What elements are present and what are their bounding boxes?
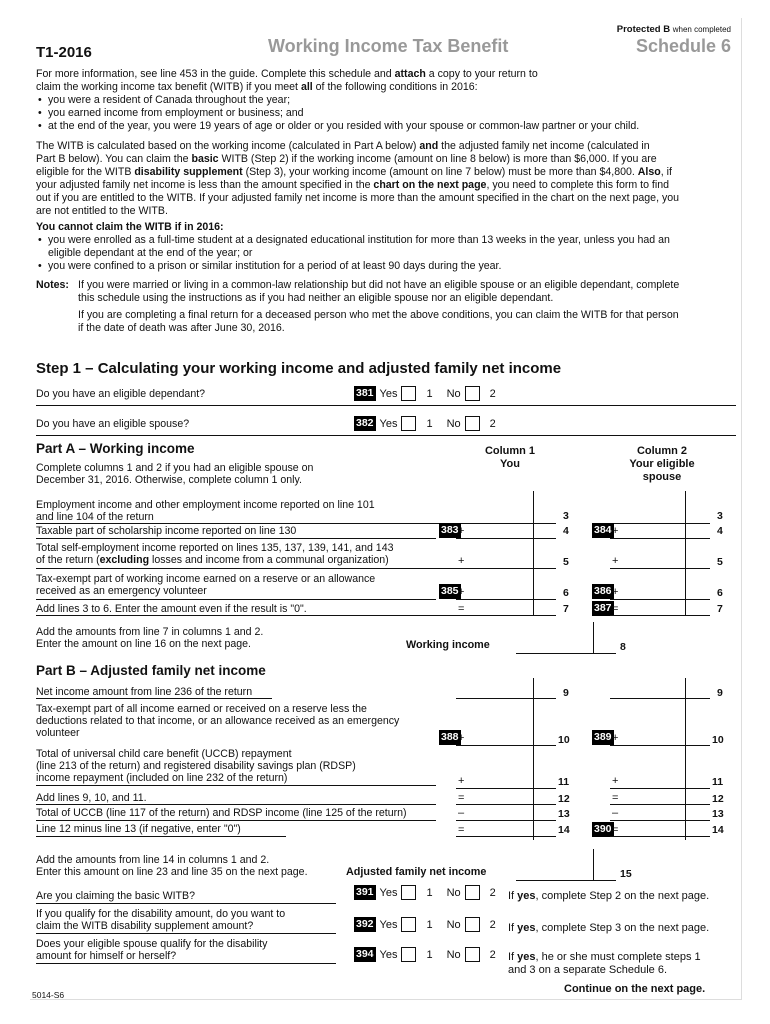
line-code: 387 [594, 602, 612, 614]
dependant-yes-checkbox[interactable] [401, 386, 416, 401]
line11-label: Total of universal child care benefit (UCCB) repayment (line 213 of the return) and registered disability savings plan (RDSP) income repayment (included on line 232 of the return) [36, 748, 356, 784]
page-title: Working Income Tax Benefit [268, 36, 509, 56]
protected-label: Protected B when completed [616, 24, 731, 35]
partB-heading: Part B – Adjusted family net income [36, 663, 266, 678]
basic-witb-question: Are you claiming the basic WITB? [36, 890, 195, 902]
spouse-no-checkbox[interactable] [465, 416, 480, 431]
line15-label: Add the amounts from line 14 in columns 1 and 2. Enter this amount on line 23 and line 35 on the next page. [36, 854, 308, 878]
list-item: • you were confined to a prison or similar institution for a period of at least 90 days during the year. [36, 260, 736, 273]
line6-label: Tax-exempt part of working income earned on a reserve or an allowance received as an emergency volunteer [36, 573, 376, 597]
disability-no-checkbox[interactable] [465, 917, 480, 932]
eligible-dependant-question: Do you have an eligible dependant? 381 Yes 1 No 2 [36, 388, 736, 406]
working-income-field[interactable] [516, 653, 616, 654]
list-item: • you were a resident of Canada throughout the year; [36, 94, 736, 107]
line13-col2-field[interactable] [610, 820, 710, 821]
line-code: 385 [441, 585, 459, 597]
line3-label: Employment income and other employment income reported on line 101 and line 104 of the return [36, 499, 375, 523]
line12-col1-field[interactable] [456, 804, 556, 805]
line-code: 389 [594, 731, 612, 743]
line-code: 394 [356, 948, 374, 960]
disability-yes-checkbox[interactable] [401, 917, 416, 932]
line10-col1-field[interactable] [456, 745, 556, 746]
spouse-disability-question: Does your eligible spouse qualify for the disability amount for himself or herself? [36, 938, 268, 962]
continue-label: Continue on the next page. [564, 983, 706, 995]
line-code: 381 [356, 387, 374, 399]
line13-col1-field[interactable] [456, 820, 556, 821]
line-code: 382 [356, 417, 374, 429]
line10-label: Tax-exempt part of all income earned or received on a reserve less the deductions related to that income, or an allowance received as an emergency volunteer [36, 703, 400, 739]
line9-col2-field[interactable] [610, 698, 710, 699]
line5-label: Total self-employment income reported on lines 135, 137, 139, 141, and 143 of the return (excluding losses and income from a communal organization) [36, 542, 394, 566]
line14-label: Line 12 minus line 13 (if negative, enter "0") [36, 823, 241, 835]
line7-col1-field[interactable] [456, 615, 556, 616]
line4-label: Taxable part of scholarship income reported on line 130 [36, 525, 297, 537]
line-code: 391 [356, 886, 374, 898]
line14-col2-field[interactable] [610, 836, 710, 837]
column1-header: Column 1 You [484, 445, 536, 470]
line7-col2-field[interactable] [610, 615, 710, 616]
adjusted-income-label: Adjusted family net income [346, 866, 487, 878]
column2-header: Column 2 Your eligible spouse [629, 445, 695, 483]
line3-col2-field[interactable] [610, 523, 710, 524]
eligible-spouse-question: Do you have an eligible spouse? 382 Yes 1 No 2 [36, 418, 736, 436]
line7-label: Add lines 3 to 6. Enter the amount even if the result is "0". [36, 603, 307, 615]
list-item: • you were enrolled as a full-time student at a designated educational institution for more than 13 weeks in the year, unless you had an eligible dependant at the end of the year; or [36, 234, 736, 260]
line10-col2-field[interactable] [610, 745, 710, 746]
line12-label: Add lines 9, 10, and 11. [36, 792, 147, 804]
spouse-disability-no-checkbox[interactable] [465, 947, 480, 962]
line9-col1-field[interactable] [456, 698, 556, 699]
line-code: 386 [594, 585, 612, 597]
line-code: 384 [594, 524, 612, 536]
line13-label: Total of UCCB (line 117 of the return) and RDSP income (line 125 of the return) [36, 807, 407, 819]
partA-instructions: Complete columns 1 and 2 if you had an eligible spouse on December 31, 2016. Otherwise, complete column 1 only. [36, 462, 314, 486]
spouse-disability-note: If yes, he or she must complete steps 1 and 3 on a separate Schedule 6. [508, 951, 701, 976]
line11-col1-field[interactable] [456, 788, 556, 789]
line4-col2-field[interactable] [610, 538, 710, 539]
line5-col2-field[interactable] [610, 568, 710, 569]
step1-heading: Step 1 – Calculating your working income and adjusted family net income [36, 360, 562, 377]
line-code: 392 [356, 918, 374, 930]
line-code: 388 [441, 731, 459, 743]
basic-witb-yes-checkbox[interactable] [401, 885, 416, 900]
form-number: T1-2016 [36, 44, 92, 61]
list-item: • at the end of the year, you were 19 years of age or older or you resided with your spouse or common-law partner or your child. [36, 120, 736, 133]
line3-col1-field[interactable] [456, 523, 556, 524]
line14-col1-field[interactable] [456, 836, 556, 837]
line4-col1-field[interactable] [456, 538, 556, 539]
basic-witb-no-checkbox[interactable] [465, 885, 480, 900]
conditions-list [36, 94, 736, 133]
line5-col1-field[interactable] [456, 568, 556, 569]
working-income-label: Working income [406, 639, 490, 651]
intro-section: For more information, see line 453 in the guide. Complete this schedule and attach a copy to your return to claim the working income tax benefit (WITB) if you meet all of the following conditions in 2016: • you were a resident of Canada throughout the year; • you earned income from employment or business; and • at the end of the year, you were 19 years of age or older or you resided with your spouse or common-law partner or your child. The WITB is calculated based on the working income (calculated in Part A below) and the adjusted family net income (calculated in Part B below). You can claim the basic WITB (Step 2) if the working income (amount on line 8 below) is more than $6,000. If you are eligible for the WITB disability supplement (Step 3), your working income (amount on line 7 below) must be more than $4,800. Also, if your adjusted family net income is less than the amount specified in the chart on the next page, you need to complete this form to find out if you are entitled to the WITB. If your adjusted family net income is more than the amount specified in the chart on the next page, you are not entitled to the WITB. You cannot claim the WITB if in 2016: • you were enrolled as a full-time student at a designated educational institution for more than 13 weeks in the year, unless you had an eligible dependant at the end of the year; or • you were confined to a prison or similar institution for a period of at least 90 days during the year. Notes: If you were married or living in a common-law relationship but did not have an eligible spouse or an eligible dependant, complete this schedule using the instructions as if you had neither an eligible spouse nor an eligible dependant. If you are completing a final return for a deceased person who met the above conditions, you can claim the WITB for that person if the date of death was after June 30, 2016. [36, 68, 736, 335]
line12-col2-field[interactable] [610, 804, 710, 805]
line6-col1-field[interactable] [456, 599, 556, 600]
spouse-disability-yes-checkbox[interactable] [401, 947, 416, 962]
disability-note: If yes, complete Step 3 on the next page. [508, 922, 710, 934]
line9-label: Net income amount from line 236 of the return [36, 686, 253, 698]
disability-supplement-question: If you qualify for the disability amount, do you want to claim the WITB disability supplement amount? [36, 908, 286, 932]
schedule-label: Schedule 6 [635, 36, 731, 56]
partA-heading: Part A – Working income [36, 441, 195, 456]
notes: Notes: If you were married or living in a common-law relationship but did not have an eligible spouse or an eligible dependant, complete this schedule using the instructions as if you had neither an eligible spouse nor an eligible dependant. If you are completing a final return for a deceased person who met the above conditions, you can claim the WITB for that person if the date of death was after June 30, 2016. [36, 279, 680, 334]
line11-col2-field[interactable] [610, 788, 710, 789]
basic-witb-note: If yes, complete Step 2 on the next page. [508, 890, 710, 902]
spouse-yes-checkbox[interactable] [401, 416, 416, 431]
cannot-claim-heading: You cannot claim the WITB if in 2016: [36, 221, 224, 233]
form-code: 5014-S6 [32, 990, 65, 1000]
list-item: • you earned income from employment or business; and [36, 107, 736, 120]
line-code: 390 [594, 823, 612, 835]
adjusted-income-field[interactable] [516, 880, 616, 881]
line8-label: Add the amounts from line 7 in columns 1 and 2. Enter the amount on line 16 on the next page. [36, 626, 264, 650]
dependant-no-checkbox[interactable] [465, 386, 480, 401]
form-page: Protected B when completed T1-2016 Working Income Tax Benefit Schedule 6 For more information, see line 453 in the guide. Complete this schedule and attach a copy to your return to claim the working income tax benefit (WITB) if you meet all of the following conditions in 2016: • you were a resident of Canada throughout the year; • you earned income from employment or business; and • at the end of the year, you were 19 years of age or older or you resided with your spouse or common-law partner or your child. The WITB is calculated based on the working income (calculated in Part A below) and the adjusted family net income (calculated in Part B below). You can claim the basic WITB (Step 2) if the working income (amount on line 8 below) is more than $6,000. If you are eligible for the WITB disability supplement (Step 3), your working income (amount on line 7 below) must be more than $4,800. Also, if your adjusted family net income is less than the amount specified in the chart on the next page, you need to complete this form to find out if you are entitled to the WITB. If your adjusted family net income is more than the amount specified in the chart on the next page, you are not entitled to the WITB. You cannot claim the WITB if in 2016: • you were enrolled as a full-time student at a designated educational institution for more than 13 weeks in the year, unless you had an eligible dependant at the end of the year; or • you were confined to a prison or similar institution for a period of at least 90 days during the year. Notes: If you were married or living in a common-law relationship but did not have an eligible spouse or an eligible dependant, complete this schedule using the instructions as if you had neither an eligible spouse nor an eligible dependant. If you are completing a final return for a deceased person who met the above conditions, you can claim the WITB for that person if the date of death was after June 30, 2016. Step 1 – Calculating your working income and adjusted family net income Do you have an eligible dependant? 381 Yes 1 No 2 Do you have an eligible spouse? 382 Yes 1 No 2 Part A – Working income Column 1 You Column 2 Your eligible spouse Complete columns 1 and 2 if you had an eligible spouse on December 31, 2016. Otherwise, complete column 1 only. Employment income and other employment income reported on line 101 and line 104 of the return 3 3 Taxable part of scholarship income reported on line 130 383 + 4 384 + 4 Total self-employment income reported on lines 135, 137, 139, 141, and 143 of the return (excluding losses and income from a communal organization) + 5 + 5 Tax-exempt part of working income earned on a reserve or an allowance received as an emergency volunteer 385 + 6 386 + 6 Add lines 3 to 6. Enter the amount even if the result is "0". = 7 387 = 7 Add the amounts from line 7 in columns 1 and 2. Enter the amount on line 16 on the next page. Working income 8 Part B – Adjusted family net income Net income amount from line 236 of the return 9 9 Tax-exempt part of all income earned or received on a reserve less the deductions related to that income, or an allowance received as an emergency volunteer 388 + 10 389 + 10 Total of universal child care benefit (UCCB) repayment (line 213 of the return) and registered disability savings plan (RDSP) income repayment (included on line 232 of the return) + 11 + 11 Add lines 9, 10, and 11. = 12 = 12 Total of UCCB (line 117 of the return) and RDSP income (line 125 of the return) – 13 – 13 Line 12 minus line 13 (if negative, enter "0") = 14 390 = 14 Add the amounts from line 14 in columns 1 and 2. Enter this amount on line 23 and line 35 on the next page. Adjusted family net income 15 Are you claiming the basic WITB? 391 Yes 1 No 2 If yes, complete Step 2 on the next page. If you qualify for the disability amount, do you want to claim the WITB disability supplement amount? 392 Yes 1 No 2 If yes, complete Step 3 on the next page. Does your eligible spouse qualify for the disability amount for himself or herself? 394 Yes 1 No 2 If yes, he or she must complete steps 1 and 3 on a separate Schedule 6. Continue on the next page. 5014-S6 [30, 18, 742, 1000]
line6-col2-field[interactable] [610, 599, 710, 600]
line-code: 383 [441, 524, 459, 536]
